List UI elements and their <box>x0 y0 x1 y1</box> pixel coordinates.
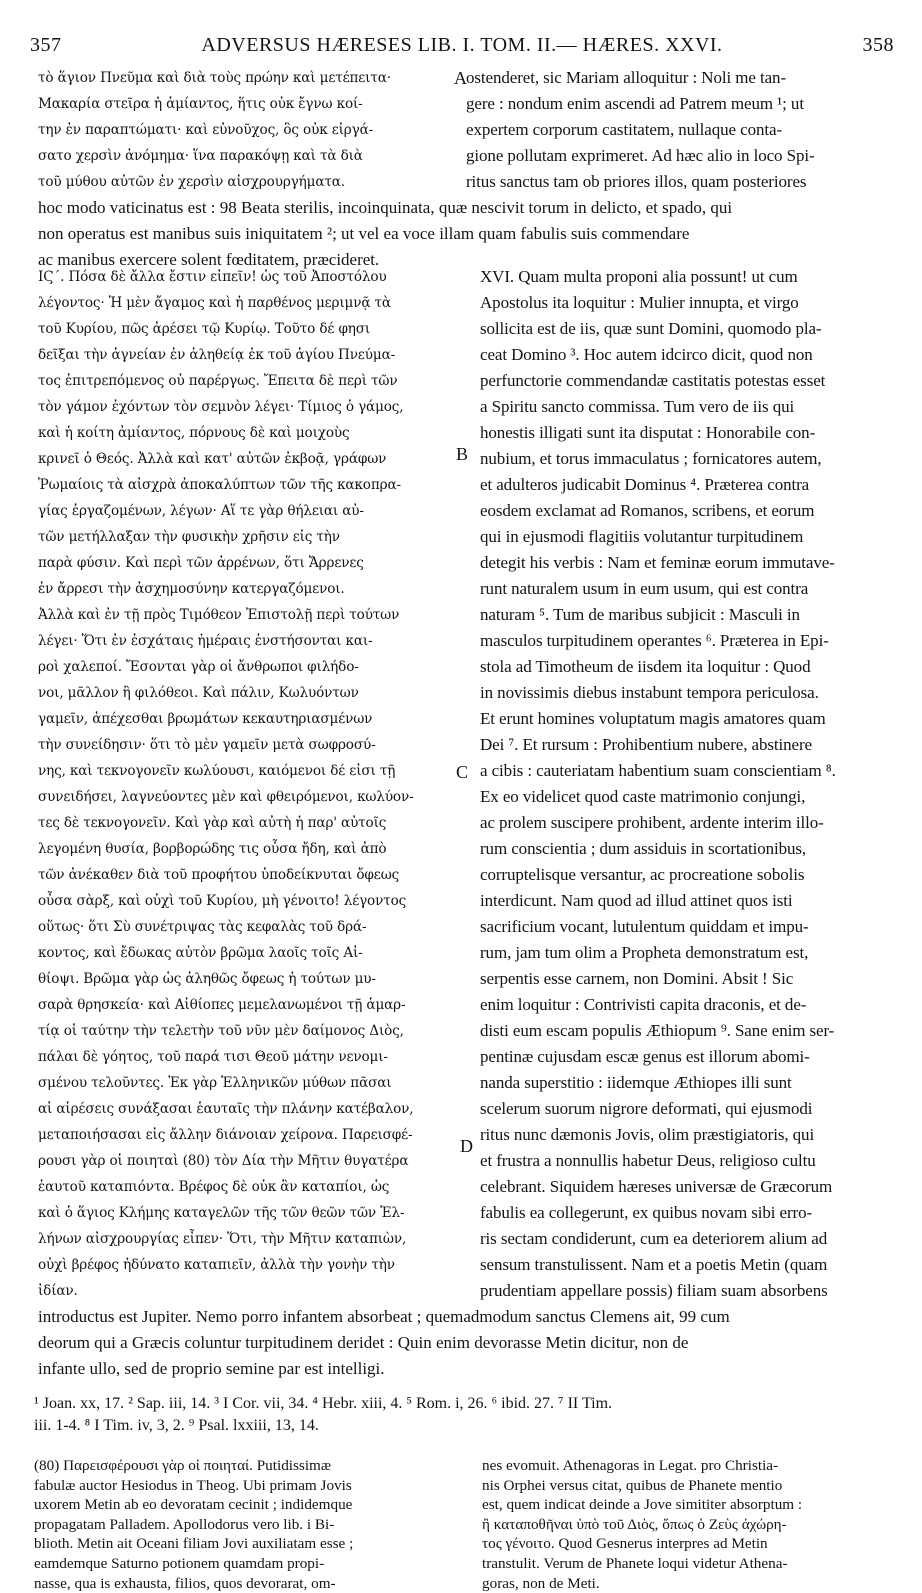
latin-column-top <box>466 65 894 195</box>
greek-line: ἰδίαν. <box>38 1283 78 1299</box>
text-line: deorum qui a Græcis coluntur turpitudinem deridet : Quin enim devorasse Metin dicitur, non de <box>38 1333 689 1352</box>
greek-line: ρουσι γὰρ οἱ ποιηταὶ (80) τὸν Δία τὴν Μῆτιν θυγατέρα <box>38 1153 409 1169</box>
greek-line: σμένου τελοῦντες. Ἐκ γὰρ Ἑλληνικῶν μύθων πᾶσαι <box>38 1075 392 1091</box>
greek-line: Ῥωμαίοις τὰ αἰσχρὰ ἀποκαλύπτων τῶν τῆς κακοπρα- <box>38 477 401 493</box>
greek-line: λήνων αἰσχρουργίας εἶπεν· Ὅτι, τὴν Μῆτιν καταπιὼν, <box>38 1231 407 1247</box>
note-line: uxorem Metin ab eo devoratam cecinit ; indidemque <box>34 1496 353 1514</box>
page-number-right: 358 <box>862 34 894 56</box>
text-line: non operatus est manibus suis iniquitatem ²; ut vel ea voce illam quam fabulis suis commendare <box>38 224 690 243</box>
latin-line: scelerum suorum nigrore deformati, qui ejusmodi <box>480 1099 813 1118</box>
latin-line: enim loquitur : Contrivisti capita draconis, et de- <box>480 995 807 1014</box>
latin-line: detegit his verbis : Nam et feminæ eorum immutave- <box>480 553 835 572</box>
note-line: nasse, qua is exhausta, filios, quos devorarat, om- <box>34 1574 336 1592</box>
greek-line: λέγει· Ὅτι ἐν ἐσχάταις ἡμέραις ἐνστήσονται και- <box>38 633 373 649</box>
note-line: eamdemque Saturno potionem quamdam propi- <box>34 1554 325 1572</box>
greek-line: τοῦ μύθου αὐτῶν ἐν χερσὶν αἰσχρουργήματα. <box>38 174 345 190</box>
margin-marker-a: A <box>454 68 467 88</box>
text-line: infante ullo, sed de proprio semine par est intelligi. <box>38 1359 385 1378</box>
latin-line: Ex eo videlicet quod caste matrimonio conjungi, <box>480 787 806 806</box>
greek-line: νης, καὶ τεκνογονεῖν κωλύουσι, καιόμενοι δέ εἰσι τῇ <box>38 763 396 779</box>
greek-line: ροὶ χαλεποί. Ἔσονται γὰρ οἱ ἄνθρωποι φιλήδο- <box>38 659 359 675</box>
greek-line: τὴν συνείδησιν· ὅτι τὸ μὲν γαμεῖν μετὰ σωφροσύ- <box>38 737 376 753</box>
latin-line: honestis illigati sunt ita disputat : Honorabile con- <box>480 423 816 442</box>
editor-note-right <box>482 1456 894 1593</box>
margin-marker-b: B <box>456 444 469 464</box>
greek-line: λέγοντος· Ἡ μὲν ἄγαμος καὶ ἡ παρθένος μεριμνᾷ τὰ <box>38 295 391 311</box>
latin-line: et adulteros judicabit Dominus ⁴. Præterea contra <box>480 475 810 494</box>
latin-line: runt naturalem usum in eum usum, qui est contra <box>480 579 809 598</box>
latin-line: a Spiritu sancto commissa. Tum vero de iis qui <box>480 397 795 416</box>
latin-line: ostenderet, sic Mariam alloquitur : Noli me tan- <box>466 68 787 87</box>
latin-line: stola ad Timotheum de iisdem ita loquitur : Quod <box>480 657 811 676</box>
latin-line: qui in ejusmodi flagitiis volutantur turpitudinem <box>480 527 804 546</box>
note-line: ἢ καταποθῆναι ὑπὸ τοῦ Διὸς, ὅπως ὁ Ζεὺς ἀχώρη- <box>482 1515 787 1533</box>
full-width-paragraph-bottom <box>38 1304 894 1382</box>
greek-line: παρὰ φύσιν. Καὶ περὶ τῶν ἀρρένων, ὅτι Ἄρρενες <box>38 555 364 571</box>
latin-line: gere : nondum enim ascendi ad Patrem meum ¹; ut <box>466 94 804 113</box>
footnotes <box>34 1393 894 1437</box>
latin-line: disti eum escam populis Æthiopum ⁹. Sane enim ser- <box>480 1021 835 1040</box>
latin-line: Et erunt homines voluptatum magis amatores quam <box>480 709 826 728</box>
greek-line: νοι, μᾶλλον ἢ φιλόθεοι. Καὶ πάλιν, Κωλυόντων <box>38 685 359 701</box>
latin-line: et frustra a nonnullis habetur Deus, religioso cultu <box>480 1151 816 1170</box>
latin-line: naturam ⁵. Tum de maribus subjicit : Masculi in <box>480 605 800 624</box>
latin-line: celebrant. Siquidem hæreses universæ de Græcorum <box>480 1177 833 1196</box>
greek-line: σατο χερσὶν ἀνόμημα· ἵνα παρακόψῃ καὶ τὰ διὰ <box>38 148 363 164</box>
latin-line: XVI. Quam multa proponi alia possunt! ut cum <box>480 267 798 286</box>
note-line: τος γένοιτο. Quod Gesnerus interpres ad Metin <box>482 1535 768 1553</box>
greek-line: μεταποιήσασαι εἰς ἄλλην διάνοιαν χείρονα. Παρεισφέ- <box>38 1127 413 1143</box>
greek-line: συνειδήσει, λαγνεύοντες μὲν καὶ φθειρόμενοι, κωλύον- <box>38 789 414 805</box>
latin-line: serpentis esse carnem, non Domini. Absit ! Sic <box>480 969 794 988</box>
text-line: hoc modo vaticinatus est : 98 Beata sterilis, incoinquinata, quæ nescivit torum in delicto, et spado, qui <box>38 198 733 217</box>
greek-line: τοῦ Κυρίου, πῶς ἀρέσει τῷ Κυρίῳ. Τοῦτο δέ φησι <box>38 321 371 337</box>
greek-line: οὕτως· ὅτι Σὺ συνέτριψας τὰς κεφαλὰς τοῦ δρά- <box>38 919 367 935</box>
margin-marker-d: D <box>460 1136 473 1156</box>
latin-line: sacrificium vocant, lutulentum quiddam et impu- <box>480 917 809 936</box>
latin-line: ritus nunc dæmonis Jovis, olim præstigiatoris, qui <box>480 1125 815 1144</box>
greek-line: ΙϚ΄. Πόσα δὲ ἄλλα ἔστιν εἰπεῖν! ὡς τοῦ Ἀποστόλου <box>38 269 387 285</box>
note-line: nis Orphei versus citat, quibus de Phanete mentio <box>482 1476 783 1494</box>
latin-line: Dei ⁷. Et rursum : Prohibentium nubere, abstinere <box>480 735 812 754</box>
running-title: ADVERSUS HÆRESES LIB. I. TOM. II.— HÆRES. XXVI. <box>201 34 723 56</box>
greek-line: καὶ ὁ ἅγιος Κλήμης καταγελῶν τῆς τῶν θεῶν τῶν Ἑλ- <box>38 1205 405 1221</box>
greek-line: καὶ ἡ κοίτη ἀμίαντος, πόρνους δὲ καὶ μοιχοὺς <box>38 425 350 441</box>
latin-line: gione pollutam exprimeret. Ad hæc alio in loco Spi- <box>466 146 815 165</box>
latin-line: ritus sanctus tam ob priores illos, quam posteriores <box>466 172 807 191</box>
latin-line: ceat Domino ³. Hoc autem idcirco dicit, quod non <box>480 345 813 364</box>
note-line: propagatam Palladem. Apollodorus vero lib. i Bi- <box>34 1515 335 1533</box>
latin-line: fabulis ea collegerunt, ex quibus novam sibi erro- <box>480 1203 813 1222</box>
greek-line: τες δὲ τεκνογονεῖν. Καὶ γὰρ καὶ αὐτὴ ἡ παρ' αὐτοῖς <box>38 815 387 831</box>
greek-line: τὸ ἅγιον Πνεῦμα καὶ διὰ τοὺς πρώην καὶ μετέπειτα· <box>38 70 391 86</box>
greek-line: σαρὰ θρησκεία· καὶ Αἰθίοπες μεμελανωμένοι τῇ ἁμαρ- <box>38 997 406 1013</box>
latin-line: Apostolus ita loquitur : Mulier innupta, et virgo <box>480 293 799 312</box>
greek-line: λεγομένη θυσία, βορβορώδης τις οὖσα ἤδη, καὶ ἀπὸ <box>38 841 387 857</box>
latin-line: pentinæ cujusdam escæ genus est illorum abomi- <box>480 1047 810 1066</box>
greek-line: δεῖξαι τὴν ἁγνείαν ἐν ἀληθείᾳ ἐκ τοῦ ἁγίου Πνεύμα- <box>38 347 396 363</box>
latin-line: nanda superstitio : iidemque Æthiopes illi sunt <box>480 1073 792 1092</box>
greek-column-main <box>38 264 456 1304</box>
greek-line: πάλαι δὲ γόητος, τοῦ παρά τισι Θεοῦ μάτην νενομι- <box>38 1049 388 1065</box>
margin-marker-c: C <box>456 762 469 782</box>
latin-line: interdicunt. Nam quod ad illud attinet quos isti <box>480 891 793 910</box>
greek-line: Μακαρία στεῖρα ἡ ἀμίαντος, ἥτις οὐκ ἔγνω κοί- <box>38 96 363 112</box>
greek-line: γίας ἐργαζομένων, λέγων· Αἵ τε γὰρ θήλειαι αὐ- <box>38 503 364 519</box>
latin-line: corruptelisque versantur, ac procreatione sobolis <box>480 865 805 884</box>
latin-line: in novissimis diebus instabunt tempora periculosa. <box>480 683 819 702</box>
greek-line: τος ἐπιτρεπόμενος οὐ παρέργως. Ἔπειτα δὲ περὶ τῶν <box>38 373 398 389</box>
greek-line: τὸν γάμον ἐχόντων τὸν σεμνὸν λέγει· Τίμιος ὁ γάμος, <box>38 399 404 415</box>
running-header <box>30 34 894 60</box>
latin-line: sensum transtulissent. Nam et a poetis Metin (quam <box>480 1255 828 1274</box>
latin-line: rum, jam tum olim a Propheta demonstratum est, <box>480 943 809 962</box>
greek-line: κοντος, καὶ ἔδωκας αὐτὸν βρῶμα λαοῖς τοῖς Αἰ- <box>38 945 363 961</box>
greek-line: κρινεῖ ὁ Θεός. Ἀλλὰ καὶ κατ' αὐτῶν ἐκβοᾷ, γράφων <box>38 451 387 467</box>
greek-line: Ἀλλὰ καὶ ἐν τῇ πρὸς Τιμόθεον Ἐπιστολῇ περὶ τούτων <box>38 607 400 623</box>
greek-line: τῶν ἀνέκαθεν διὰ τοῦ προφήτου ὑποδείκνυται ὄφεως <box>38 867 400 883</box>
footnote-line: iii. 1-4. ⁸ I Tim. iv, 3, 2. ⁹ Psal. lxxiii, 13, 14. <box>34 1417 319 1434</box>
greek-line: οὐχὶ βρέφος ἠδύνατο καταπιεῖν, ἀλλὰ τὴν γονὴν τὴν <box>38 1257 395 1273</box>
greek-line: τῶν μετήλλαξαν τὴν φυσικὴν χρῆσιν εἰς τὴν <box>38 529 340 545</box>
greek-line: αἱ αἱρέσεις συνάξασαι ἑαυταῖς τὴν πλάνην κατέβαλον, <box>38 1101 414 1117</box>
text-line: introductus est Jupiter. Nemo porro infantem absorbeat ; quemadmodum sanctus Clemens ait, 99 cum <box>38 1307 730 1326</box>
greek-line: ἑαυτοῦ καταπιόντα. Βρέφος δὲ οὐκ ἂν καταπίοι, ὡς <box>38 1179 390 1195</box>
editor-note-left <box>34 1456 462 1593</box>
note-line: goras, non de Meti. <box>482 1574 600 1592</box>
greek-line: τίᾳ οἱ ταύτην τὴν τελετὴν τοῦ νῦν μὲν δαίμονος Διὸς, <box>38 1023 404 1039</box>
latin-line: masculos turpitudinem operantes ⁶. Præterea in Epi- <box>480 631 829 650</box>
full-width-paragraph-top <box>38 195 894 273</box>
latin-line: ac prolem suscipere prohibent, ardente interim illo- <box>480 813 824 832</box>
latin-column-main <box>480 264 894 1304</box>
greek-column-top <box>38 65 456 195</box>
note-line: est, quem indicat deinde a Jove simititer absorptum : <box>482 1496 803 1514</box>
footnote-line: ¹ Joan. xx, 17. ² Sap. iii, 14. ³ I Cor. vii, 34. ⁴ Hebr. xiii, 4. ⁵ Rom. i, 26. ⁶ ibid. 27. ⁷ II Tim. <box>34 1395 613 1412</box>
greek-line: την ἐν παραπτώματι· καὶ εὐνοῦχος, ὃς οὐκ εἰργά- <box>38 122 374 138</box>
greek-line: γαμεῖν, ἀπέχεσθαι βρωμάτων κεκαυτηριασμένων <box>38 711 373 727</box>
latin-line: sollicita est de iis, quæ sunt Domini, quomodo pla- <box>480 319 822 338</box>
note-line: transtulit. Verum de Phanete loqui videtur Athena- <box>482 1554 788 1572</box>
latin-line: rum conscientia ; dum assiduis in scortationibus, <box>480 839 807 858</box>
greek-line: θίοψι. Βρῶμα γὰρ ὡς ἀληθῶς ὄφεως ἡ τούτων μυ- <box>38 971 376 987</box>
latin-line: expertem corporum castitatem, nullaque conta- <box>466 120 783 139</box>
latin-line: eosdem exclamat ad Romanos, scribens, et eorum <box>480 501 815 520</box>
latin-line: a cibis : cauteriatam habentium suam conscientiam ⁸. <box>480 761 836 780</box>
text-line: ac manibus exercere solent fœditatem, præcideret. <box>38 250 380 269</box>
greek-line: οὖσα σὰρξ, καὶ οὐχὶ τοῦ Κυρίου, μὴ γένοιτο! λέγοντος <box>38 893 407 909</box>
latin-line: perfunctorie commendandæ castitatis potestas esset <box>480 371 826 390</box>
note-line: (80) Παρεισφέρουσι γὰρ οἱ ποιηταί. Putidissimæ <box>34 1457 331 1474</box>
note-line: fabulæ auctor Hesiodus in Theog. Ubi primam Jovis <box>34 1476 352 1494</box>
latin-line: nubium, et torus immaculatus ; fornicatores autem, <box>480 449 822 468</box>
latin-line: prudentiam appellare possis) filiam suam absorbens <box>480 1281 828 1300</box>
greek-line: ἐν ἄρρεσι τὴν ἀσχημοσύνην κατεργαζόμενοι. <box>38 581 345 597</box>
latin-line: ris sectam condiderunt, cum ea deteriorem alium ad <box>480 1229 828 1248</box>
note-line: blioth. Metin ait Oceani filiam Jovi auxiliatam esse ; <box>34 1535 354 1553</box>
page-number-left: 357 <box>30 34 62 56</box>
note-line: nes evomuit. Athenagoras in Legat. pro Christia- <box>482 1457 779 1474</box>
